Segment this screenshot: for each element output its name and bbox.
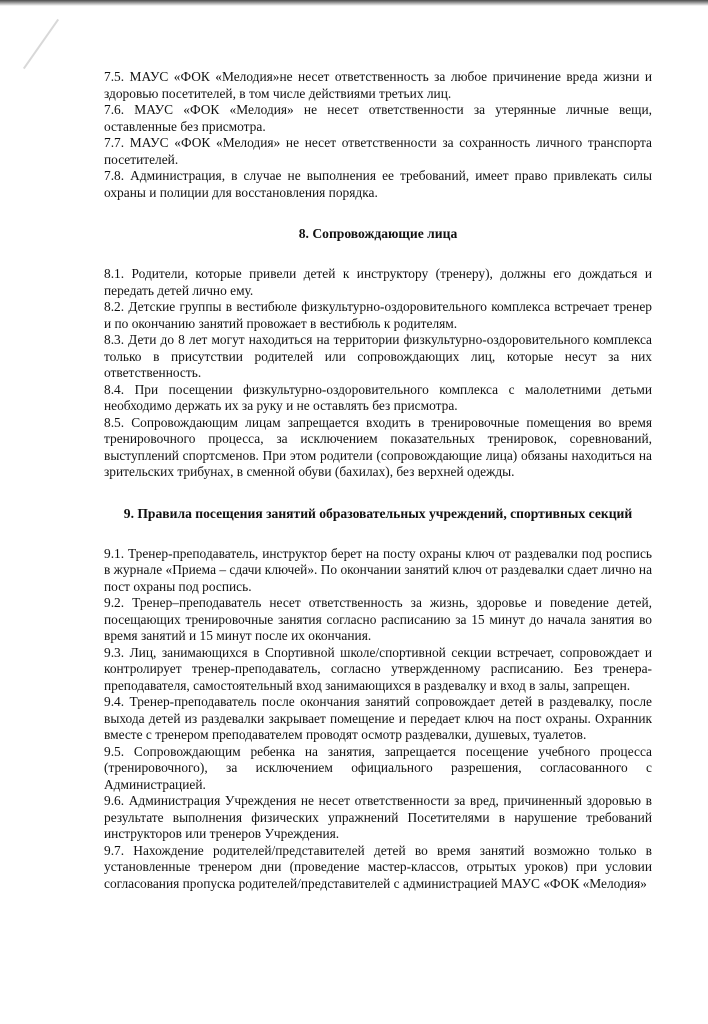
paragraph-8-3: 8.3. Дети до 8 лет могут находиться на территории физкультурно-оздоровительного комплекса только в присутствии родителей или сопровождающих лиц, которые несут за них ответственность. bbox=[104, 332, 652, 380]
paragraph-9-4: 9.4. Тренер-преподаватель после окончания занятий сопровождает детей в раздевалку, после выхода детей из раздевалки закрывает помещение и передает ключ на пост охраны. Охранник вместе с тренером преподавателем проводят осмотр раздевалки, душевых, туалетов. bbox=[104, 694, 652, 742]
paragraph-9-5: 9.5. Сопровождающим ребенка на занятия, запрещается посещение учебного процесса (тренировочного), за исключением официального разрешения, согласованного с Администрацией. bbox=[104, 743, 652, 792]
section-8-heading: 8. Сопровождающие лица bbox=[298, 226, 458, 241]
section-9-heading: 9. Правила посещения занятий образовательных учреждений, спортивных секций bbox=[123, 505, 633, 521]
section-9 bbox=[104, 546, 652, 893]
paragraph-8-1: 8.1. Родители, которые привели детей к инструктору (тренеру), должны его дождаться и передать детей лично ему. bbox=[104, 266, 652, 298]
section-8 bbox=[104, 266, 652, 481]
paragraph-7-7: 7.7. МАУС «ФОК «Мелодия» не несет ответственности за сохранность личного транспорта посетителей. bbox=[104, 135, 652, 167]
paragraph-9-1: 9.1. Тренер-преподаватель, инструктор берет на посту охраны ключ от раздевалки под роспись в журнале «Приема – сдачи ключей». По окончании занятий ключ от раздевалки сдает лично на пост охраны под роспись. bbox=[104, 545, 653, 594]
paragraph-7-8: 7.8. Администрация, в случае не выполнения ее требований, имеет право привлекать силы охраны и полиции для восстановления порядка. bbox=[104, 168, 652, 200]
paragraph-8-5: 8.5. Сопровождающим лицам запрещается входить в тренировочные помещения во время тренировочного процесса, за исключением показательных тренировок, соревнований, выступлений спортсменов. При этом родители (сопровождающие лица) обязаны находиться на зрительских трибунах, в сменной обуви (бахилах), без верхней одежды. bbox=[104, 414, 652, 479]
scan-top-edge bbox=[0, 0, 708, 6]
document-body bbox=[104, 69, 652, 916]
paragraph-8-2: 8.2. Детские группы в вестибюле физкультурно-оздоровительного комплекса встречает тренер и по окончанию занятий провожает в вестибюль к родителям. bbox=[104, 299, 652, 331]
scan-artifact-line bbox=[23, 19, 59, 69]
paragraph-7-5: 7.5. МАУС «ФОК «Мелодия»не несет ответственность за любое причинение вреда жизни и здоровью посетителей, в том числе действиями третьих лиц. bbox=[104, 69, 652, 101]
paragraph-8-4: 8.4. При посещении физкультурно-оздоровительного комплекса с малолетними детьми необходимо держать их за руку и не оставлять без присмотра. bbox=[104, 381, 652, 413]
paragraph-9-6: 9.6. Администрация Учреждения не несет ответственности за вред, причиненный здоровью в результате выполнения физических упражнений Посетителями в нарушение требований инструкторов или тренеров Учреждения. bbox=[104, 793, 652, 841]
section-7-tail bbox=[104, 69, 652, 201]
paragraph-9-2: 9.2. Тренер–преподаватель несет ответственность за жизнь, здоровье и поведение детей, посещающих тренировочные занятия согласно расписанию за 15 минут до начала занятия во время занятий и 15 минут после их окончания. bbox=[104, 595, 652, 643]
paragraph-9-3: 9.3. Лиц, занимающихся в Спортивной школе/спортивной секции встречает, сопровождает и контролирует тренер-преподаватель, согласно утвержденному расписанию. Без тренера-преподавателя, самостоятельный вход занимающихся в раздевалку и вход в залы, запрещен. bbox=[104, 644, 652, 693]
paragraph-7-6: 7.6. МАУС «ФОК «Мелодия» не несет ответственности за утерянные личные вещи, оставленные без присмотра. bbox=[104, 102, 652, 134]
paragraph-9-7: 9.7. Нахождение родителей/представителей детей во время занятий возможно только в установленные тренером дни (проведение мастер-классов, отрытых уроков) при условии согласования пропуска родителей/представителей с администрацией МАУС «ФОК «Мелодия» bbox=[104, 842, 652, 891]
